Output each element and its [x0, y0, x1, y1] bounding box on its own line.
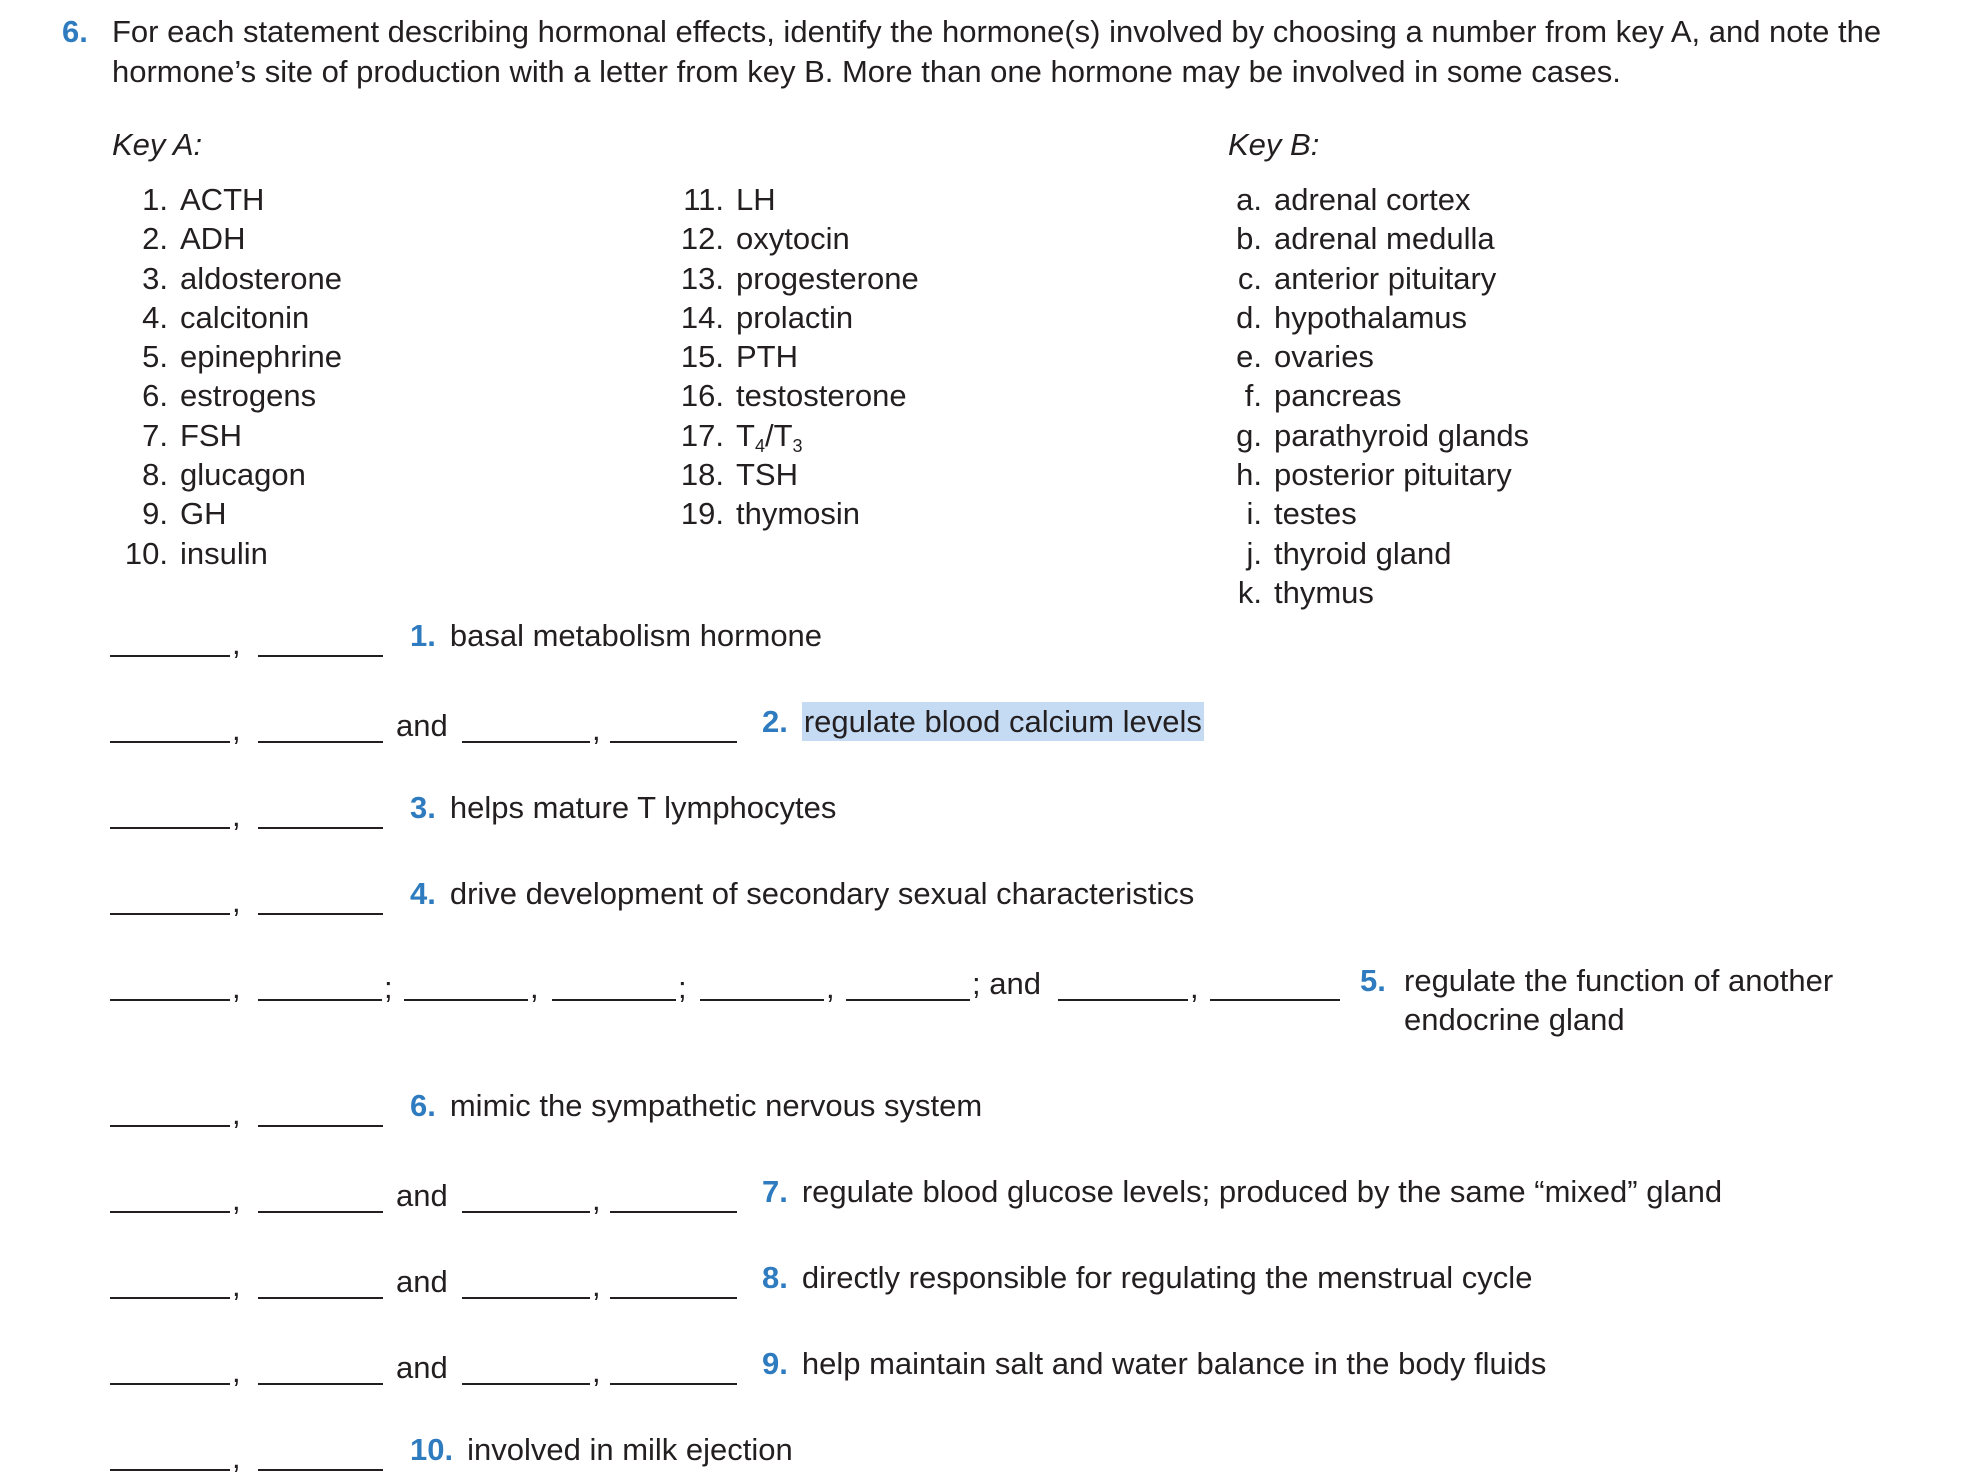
answer-blank[interactable] [610, 1383, 737, 1385]
answer-blank[interactable] [1210, 999, 1340, 1001]
key-b-item: j. thyroid gland [1246, 535, 1452, 571]
key-a-item: 7. FSH [142, 417, 242, 453]
statement-row-7: , and , 7. regulate blood glucose levels; produced by the same “mixed” gland [110, 1161, 1910, 1221]
answer-blank[interactable] [110, 1297, 230, 1299]
answer-blank[interactable] [552, 999, 676, 1001]
answer-blank[interactable] [110, 1125, 230, 1127]
question-header [62, 12, 1922, 92]
key-b-list [1222, 180, 1529, 612]
key-a-heading: Key A: [112, 127, 203, 162]
key-a-list-col1 [112, 180, 342, 573]
statement-text: 2. regulate blood calcium levels [762, 704, 1202, 739]
answer-blank[interactable] [110, 1211, 230, 1213]
key-a-item: 13. progesterone [680, 260, 919, 296]
key-b-item: b. adrenal medulla [1236, 221, 1495, 257]
statement-row-3: , 3. helps mature T lymphocytes [110, 777, 1910, 837]
statement-text: 4. drive development of secondary sexual characteristics [410, 876, 1195, 911]
key-b-item: g. parathyroid glands [1236, 417, 1530, 453]
key-b-item: e. ovaries [1236, 339, 1374, 375]
statement-text: 8. directly responsible for regulating the menstrual cycle [762, 1260, 1533, 1295]
key-a-item: 6. estrogens [142, 378, 317, 414]
statement-row-9: , and , 9. help maintain salt and water balance in the body fluids [110, 1333, 1910, 1393]
key-a-item: 9. GH [142, 496, 227, 532]
key-a-item: 3. aldosterone [142, 260, 343, 296]
key-b-item: h. posterior pituitary [1236, 457, 1512, 493]
key-a-item: 14. prolactin [680, 299, 854, 335]
statement-text: 9. help maintain salt and water balance in the body fluids [762, 1346, 1547, 1381]
key-a-item: 12. oxytocin [680, 221, 850, 257]
key-b-item: i. testes [1246, 496, 1357, 532]
key-a-item: 18. TSH [680, 457, 798, 493]
question-number: 6. [62, 14, 88, 49]
key-a-item: 2. ADH [142, 221, 246, 257]
answer-blank[interactable] [462, 1383, 590, 1385]
key-b-heading: Key B: [1228, 127, 1320, 162]
key-a-item: 11. LH [683, 182, 776, 217]
answer-blank[interactable] [258, 741, 383, 743]
key-a-item: 1. ACTH [142, 182, 265, 217]
key-b-item: k. thymus [1237, 574, 1374, 610]
statement-row-8: , and , 8. directly responsible for regulating the menstrual cycle [110, 1247, 1910, 1307]
key-a-item: 10. insulin [124, 535, 268, 571]
statement-text: 1. basal metabolism hormone [410, 618, 823, 653]
answer-blank[interactable] [258, 913, 383, 915]
statement-row-10: , 10. involved in milk ejection [110, 1419, 1910, 1479]
answer-blank[interactable] [258, 1211, 383, 1213]
statement-text: 5. regulate the function of another endocrine gland [1360, 963, 1834, 1037]
statement-text: 3. helps mature T lymphocytes [410, 790, 837, 825]
key-a-item: 16. testosterone [680, 378, 907, 414]
answer-blank[interactable] [846, 999, 970, 1001]
answer-blank[interactable] [110, 827, 230, 829]
key-a-list-col2 [668, 180, 919, 534]
key-a-item: 15. PTH [680, 339, 798, 375]
answer-blank[interactable] [110, 1383, 230, 1385]
answer-blank[interactable] [258, 827, 383, 829]
statement-row-4: , 4. drive development of secondary sexual characteristics [110, 863, 1910, 923]
answer-blank[interactable] [258, 1383, 383, 1385]
answer-blank[interactable] [110, 1469, 230, 1471]
answer-blank[interactable] [110, 913, 230, 915]
statement-text: 6. mimic the sympathetic nervous system [410, 1088, 983, 1123]
key-a-item: 4. calcitonin [142, 299, 310, 335]
key-a-item: 8. glucagon [142, 457, 306, 493]
answer-blank[interactable] [258, 1297, 383, 1299]
answer-blank[interactable] [258, 1469, 383, 1471]
answer-blank[interactable] [610, 1211, 737, 1213]
answer-blank[interactable] [462, 1211, 590, 1213]
answer-blank[interactable] [258, 999, 382, 1001]
answer-blank[interactable] [462, 1297, 590, 1299]
answer-blank[interactable] [110, 741, 230, 743]
key-a-item: 17. $T_4/T_3$ [680, 417, 803, 456]
key-a-item: 5. epinephrine [142, 339, 343, 375]
statement-text: 7. regulate blood glucose levels; produced by the same “mixed” gland [762, 1174, 1723, 1209]
statement-row-1: , 1. basal metabolism hormone [110, 605, 1910, 665]
answer-blank[interactable] [700, 999, 824, 1001]
answer-blank[interactable] [1058, 999, 1188, 1001]
statement-row-5: , ; , ; , ; and , 5. regulate the function of another endocrine gland [110, 949, 1910, 1009]
answer-blank[interactable] [462, 741, 590, 743]
key-a-item: 19. thymosin [680, 496, 861, 532]
answer-blank[interactable] [610, 741, 737, 743]
key-b-item: f. pancreas [1244, 378, 1402, 414]
answer-blank[interactable] [404, 999, 528, 1001]
answer-blank[interactable] [110, 655, 230, 657]
answer-blank[interactable] [258, 1125, 383, 1127]
answer-blank[interactable] [110, 999, 230, 1001]
statement-text: 10. involved in milk ejection [410, 1432, 793, 1467]
answer-blank[interactable] [610, 1297, 737, 1299]
key-b-item: c. anterior pituitary [1237, 260, 1497, 296]
key-b-item: a. adrenal cortex [1236, 182, 1471, 217]
answer-blank[interactable] [258, 655, 383, 657]
highlighted-text: regulate blood calcium levels [803, 704, 1202, 739]
statement-row-6: , 6. mimic the sympathetic nervous system [110, 1075, 1910, 1135]
key-b-item: d. hypothalamus [1236, 299, 1468, 335]
question-text: For each statement describing hormonal effects, identify the hormone(s) involved by choosing a number from key A, and note the hormone’s site of production with a letter from key B. More than one hormone may be involved in some cases. [112, 14, 1882, 89]
statement-row-2: , and , 2. regulate blood calcium levels [110, 691, 1910, 751]
